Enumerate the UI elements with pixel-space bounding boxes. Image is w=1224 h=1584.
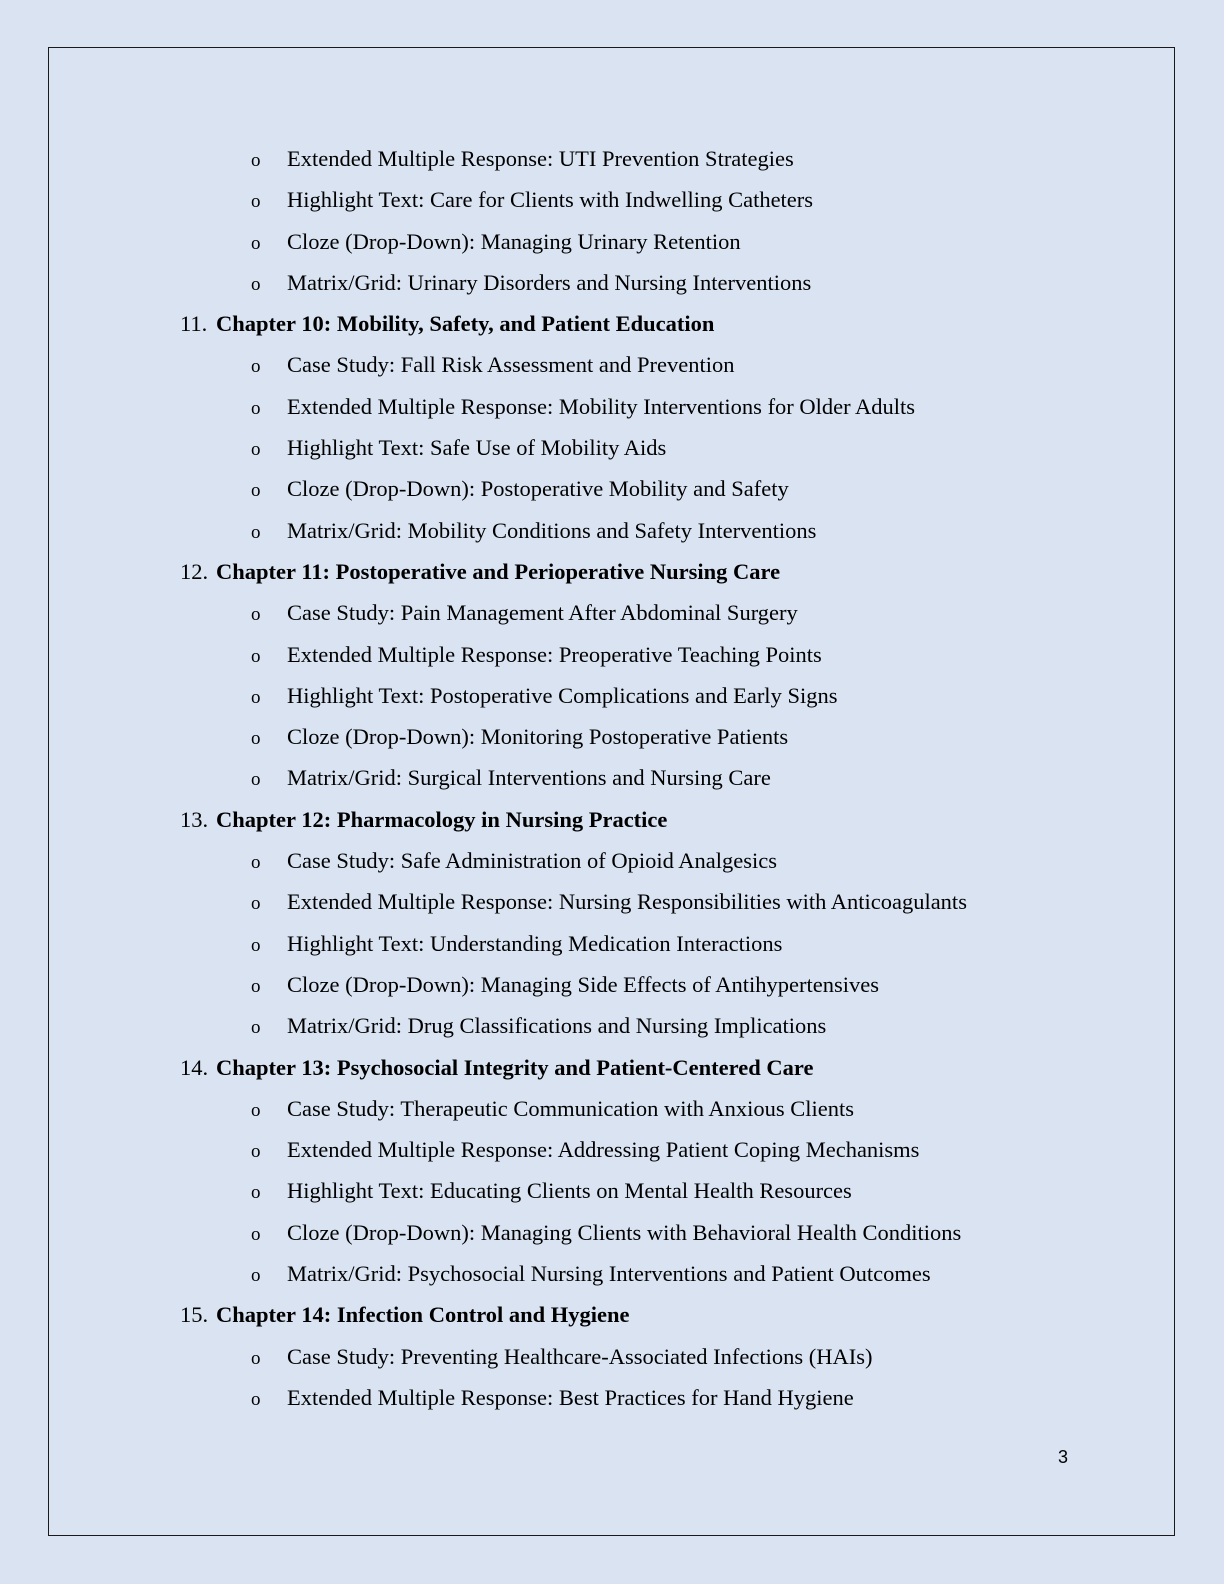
list-item xyxy=(0,1336,1224,1377)
list-item-text: Case Study: Safe Administration of Opioid Analgesics xyxy=(287,848,777,874)
chapter-heading xyxy=(0,551,1224,592)
bullet-icon: o xyxy=(251,893,261,915)
bullet-icon: o xyxy=(251,1099,261,1121)
bullet-icon: o xyxy=(251,1388,261,1410)
chapter-title: Chapter 10: Mobility, Safety, and Patient Education xyxy=(216,311,715,337)
list-item xyxy=(0,757,1224,798)
bullet-icon: o xyxy=(251,645,261,667)
list-item-text: Cloze (Drop-Down): Managing Clients with Behavioral Health Conditions xyxy=(287,1219,962,1245)
list-item xyxy=(0,1129,1224,1170)
bullet-icon: o xyxy=(251,191,261,213)
list-item xyxy=(0,923,1224,964)
list-item-text: Highlight Text: Care for Clients with Indwelling Catheters xyxy=(287,187,814,213)
bullet-icon: o xyxy=(251,232,261,254)
bullet-icon: o xyxy=(251,686,261,708)
chapter-number: 15. xyxy=(180,1302,209,1328)
list-item-text: Matrix/Grid: Mobility Conditions and Safety Interventions xyxy=(287,517,817,543)
list-item-text: Case Study: Pain Management After Abdominal Surgery xyxy=(287,600,798,626)
list-item-text: Extended Multiple Response: Best Practices for Hand Hygiene xyxy=(287,1384,854,1410)
list-item xyxy=(0,179,1224,220)
list-item xyxy=(0,138,1224,179)
list-item-text: Cloze (Drop-Down): Managing Side Effects of Antihypertensives xyxy=(287,971,879,997)
bullet-icon: o xyxy=(251,852,261,874)
bullet-icon: o xyxy=(251,356,261,378)
list-item xyxy=(0,344,1224,385)
bullet-icon: o xyxy=(251,480,261,502)
list-item xyxy=(0,964,1224,1005)
table-of-contents xyxy=(0,138,1224,1418)
list-item xyxy=(0,881,1224,922)
list-item xyxy=(0,840,1224,881)
list-item-text: Case Study: Fall Risk Assessment and Prevention xyxy=(287,352,735,378)
bullet-icon: o xyxy=(251,521,261,543)
page-number: 3 xyxy=(1058,1447,1069,1467)
list-item xyxy=(0,634,1224,675)
chapter-number: 11. xyxy=(180,311,208,337)
list-item xyxy=(0,1377,1224,1418)
list-item-text: Highlight Text: Safe Use of Mobility Aids xyxy=(287,435,667,461)
list-item-text: Matrix/Grid: Drug Classifications and Nursing Implications xyxy=(287,1013,827,1039)
list-item xyxy=(0,1253,1224,1294)
list-item xyxy=(0,1088,1224,1129)
chapter-title: Chapter 13: Psychosocial Integrity and Patient-Centered Care xyxy=(216,1054,814,1080)
bullet-icon: o xyxy=(251,728,261,750)
list-item xyxy=(0,1212,1224,1253)
list-item-text: Extended Multiple Response: Preoperative Teaching Points xyxy=(287,641,822,667)
list-item xyxy=(0,386,1224,427)
list-item-text: Case Study: Preventing Healthcare-Associated Infections (HAIs) xyxy=(287,1343,873,1369)
chapter-heading xyxy=(0,1047,1224,1088)
list-item-text: Extended Multiple Response: Mobility Interventions for Older Adults xyxy=(287,393,916,419)
list-item-text: Case Study: Therapeutic Communication with Anxious Clients xyxy=(287,1095,855,1121)
list-item xyxy=(0,221,1224,262)
list-item xyxy=(0,510,1224,551)
list-item-text: Extended Multiple Response: Addressing Patient Coping Mechanisms xyxy=(287,1137,920,1163)
bullet-icon: o xyxy=(251,439,261,461)
chapter-heading xyxy=(0,303,1224,344)
list-item-text: Cloze (Drop-Down): Postoperative Mobility and Safety xyxy=(287,476,789,502)
list-item-text: Cloze (Drop-Down): Monitoring Postoperative Patients xyxy=(287,724,789,750)
chapter-heading xyxy=(0,799,1224,840)
chapter-title: Chapter 12: Pharmacology in Nursing Practice xyxy=(216,806,668,832)
chapter-number: 12. xyxy=(180,558,209,584)
bullet-icon: o xyxy=(251,1347,261,1369)
chapter-number: 13. xyxy=(180,806,209,832)
list-item xyxy=(0,716,1224,757)
bullet-icon: o xyxy=(251,604,261,626)
bullet-icon: o xyxy=(251,769,261,791)
list-item xyxy=(0,468,1224,509)
list-item-text: Highlight Text: Postoperative Complications and Early Signs xyxy=(287,682,838,708)
bullet-icon: o xyxy=(251,1182,261,1204)
chapter-heading xyxy=(0,1294,1224,1335)
list-item-text: Matrix/Grid: Psychosocial Nursing Interventions and Patient Outcomes xyxy=(287,1261,931,1287)
bullet-icon: o xyxy=(251,1265,261,1287)
list-item-text: Highlight Text: Understanding Medication Interactions xyxy=(287,930,783,956)
list-item xyxy=(0,427,1224,468)
list-item-text: Extended Multiple Response: Nursing Responsibilities with Anticoagulants xyxy=(287,889,967,915)
chapter-number: 14. xyxy=(180,1054,209,1080)
bullet-icon: o xyxy=(251,934,261,956)
list-item xyxy=(0,675,1224,716)
bullet-icon: o xyxy=(251,150,261,171)
chapter-title: Chapter 14: Infection Control and Hygiene xyxy=(216,1302,630,1328)
list-item xyxy=(0,1005,1224,1046)
bullet-icon: o xyxy=(251,1017,261,1039)
list-item xyxy=(0,262,1224,303)
list-item-text: Matrix/Grid: Urinary Disorders and Nursing Interventions xyxy=(287,269,812,295)
bullet-icon: o xyxy=(251,273,261,295)
list-item-text: Matrix/Grid: Surgical Interventions and Nursing Care xyxy=(287,765,771,791)
bullet-icon: o xyxy=(251,975,261,997)
list-item-text: Highlight Text: Educating Clients on Mental Health Resources xyxy=(287,1178,852,1204)
list-item xyxy=(0,1170,1224,1211)
list-item xyxy=(0,592,1224,633)
bullet-icon: o xyxy=(251,1141,261,1163)
list-item-text: Cloze (Drop-Down): Managing Urinary Retention xyxy=(287,228,741,254)
bullet-icon: o xyxy=(251,1223,261,1245)
list-item-text: Extended Multiple Response: UTI Prevention Strategies xyxy=(287,146,794,171)
chapter-title: Chapter 11: Postoperative and Perioperative Nursing Care xyxy=(216,558,781,584)
bullet-icon: o xyxy=(251,397,261,419)
